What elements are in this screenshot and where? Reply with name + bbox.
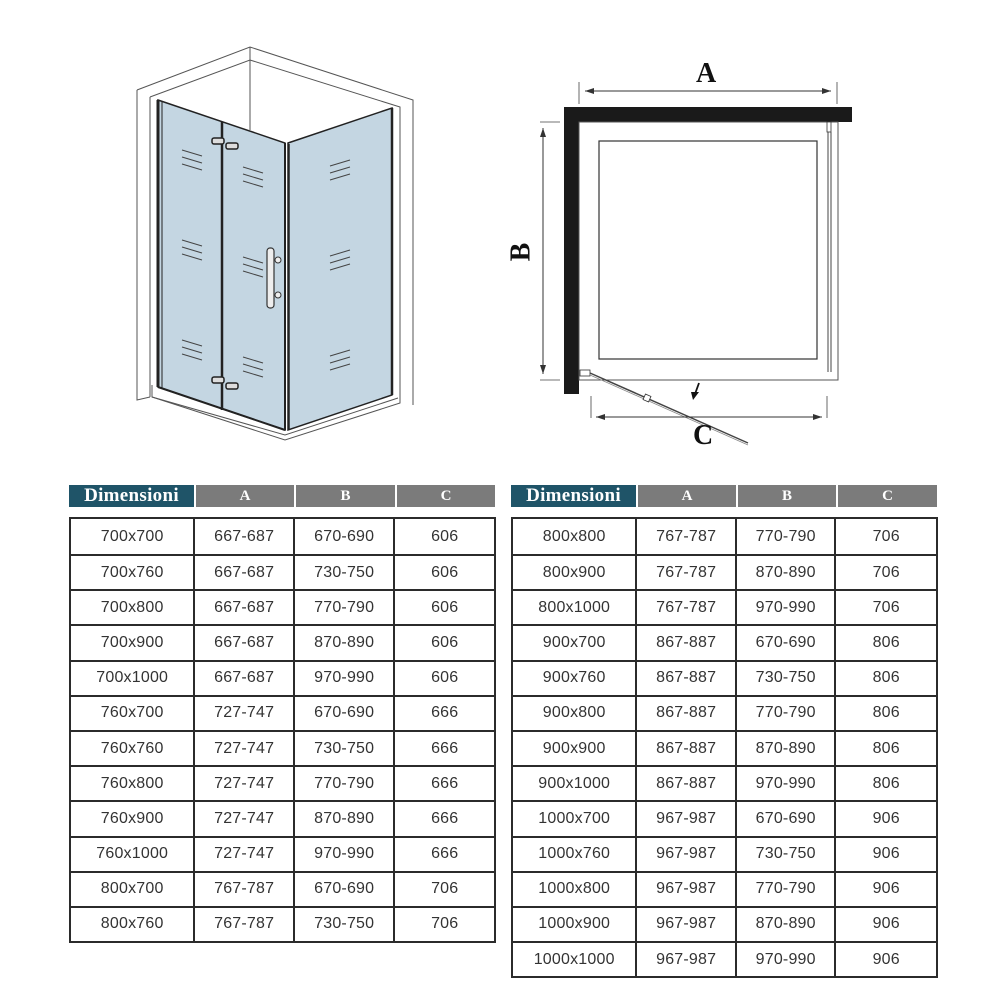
table-row (71, 836, 494, 871)
cell-b: 730-750 (735, 838, 835, 871)
cell-b: 970-990 (293, 662, 394, 695)
cell-c: 806 (834, 697, 936, 730)
table-row (71, 624, 494, 659)
cell-c: 606 (393, 662, 494, 695)
cell-dimensioni: 800x760 (100, 915, 164, 933)
cell-b: 870-890 (293, 626, 394, 659)
cell-c: 666 (393, 838, 494, 871)
cell-b: 970-990 (735, 943, 835, 976)
cell-a: 967-987 (635, 873, 735, 906)
cell-b: 730-750 (735, 662, 835, 695)
cell-c: 806 (834, 626, 936, 659)
cell-a: 667-687 (193, 662, 293, 695)
table-row (513, 765, 936, 800)
cell-dimensioni: 900x760 (542, 669, 606, 687)
cell-b: 670-690 (735, 802, 835, 835)
cell-a: 727-747 (193, 732, 293, 765)
dimension-label-b: B (505, 242, 537, 262)
table-body (69, 517, 496, 943)
cell-a: 767-787 (635, 519, 735, 554)
cell-b: 770-790 (735, 873, 835, 906)
table-row (71, 906, 494, 941)
cell-dimensioni: 700x800 (100, 598, 164, 616)
cell-b: 730-750 (293, 556, 394, 589)
cell-dimensioni: 1000x700 (538, 809, 611, 827)
cell-a: 667-687 (193, 626, 293, 659)
cell-b: 770-790 (735, 697, 835, 730)
cell-c: 806 (834, 767, 936, 800)
cell-a: 967-987 (635, 838, 735, 871)
cell-a: 867-887 (635, 626, 735, 659)
cell-a: 767-787 (193, 873, 293, 906)
cell-a: 867-887 (635, 662, 735, 695)
cell-dimensioni: 900x700 (542, 633, 606, 651)
cell-c: 706 (834, 519, 936, 554)
cell-dimensioni: 1000x760 (538, 845, 611, 863)
cell-dimensioni: 800x1000 (538, 598, 611, 616)
cell-c: 706 (393, 908, 494, 941)
cell-b: 730-750 (293, 908, 394, 941)
cell-b: 970-990 (293, 838, 394, 871)
cell-c: 906 (834, 802, 936, 835)
cell-dimensioni: 760x800 (100, 774, 164, 792)
cell-dimensioni: 1000x900 (538, 915, 611, 933)
cell-dimensioni: 760x760 (100, 739, 164, 757)
cell-dimensioni: 1000x800 (538, 880, 611, 898)
cell-c: 666 (393, 697, 494, 730)
cell-a: 667-687 (193, 519, 293, 554)
cell-a: 727-747 (193, 697, 293, 730)
table-row (513, 695, 936, 730)
header-a: A (194, 485, 294, 507)
table-row (71, 554, 494, 589)
cell-a: 767-787 (635, 591, 735, 624)
cell-b: 670-690 (293, 697, 394, 730)
cell-c: 906 (834, 873, 936, 906)
cell-dimensioni: 760x1000 (96, 845, 169, 863)
cell-b: 670-690 (293, 873, 394, 906)
cell-dimensioni: 700x900 (100, 633, 164, 651)
header-dimensioni: Dimensioni (69, 485, 194, 507)
table-body (511, 517, 938, 978)
table-row (513, 941, 936, 976)
table-row (71, 695, 494, 730)
cell-dimensioni: 800x900 (542, 563, 606, 581)
dimension-label-c: C (693, 420, 714, 451)
cell-b: 730-750 (293, 732, 394, 765)
cell-dimensioni: 900x800 (542, 704, 606, 722)
cell-a: 867-887 (635, 732, 735, 765)
cell-dimensioni: 1000x1000 (533, 950, 615, 968)
cell-dimensioni: 800x800 (542, 527, 606, 545)
cell-dimensioni: 700x700 (100, 527, 164, 545)
table-row (513, 554, 936, 589)
cell-c: 606 (393, 519, 494, 554)
cell-a: 967-987 (635, 908, 735, 941)
cell-a: 767-787 (193, 908, 293, 941)
cell-b: 870-890 (735, 732, 835, 765)
table-row (71, 871, 494, 906)
cell-b: 770-790 (293, 767, 394, 800)
table-row (71, 730, 494, 765)
cell-c: 606 (393, 591, 494, 624)
cell-b: 870-890 (293, 802, 394, 835)
cell-c: 666 (393, 802, 494, 835)
cell-b: 770-790 (735, 519, 835, 554)
cell-a: 967-987 (635, 802, 735, 835)
table-row (71, 589, 494, 624)
table-row (71, 660, 494, 695)
cell-dimensioni: 700x1000 (96, 669, 169, 687)
header-c: C (395, 485, 495, 507)
cell-dimensioni: 760x900 (100, 809, 164, 827)
cell-c: 906 (834, 838, 936, 871)
header-dimensioni: Dimensioni (511, 485, 636, 507)
table-header (511, 485, 937, 507)
table-header (69, 485, 495, 507)
cell-b: 870-890 (735, 908, 835, 941)
cell-dimensioni: 700x760 (100, 563, 164, 581)
cell-a: 727-747 (193, 767, 293, 800)
table-row (71, 800, 494, 835)
cell-b: 970-990 (735, 591, 835, 624)
table-row (513, 906, 936, 941)
cell-dimensioni: 800x700 (100, 880, 164, 898)
table-row (513, 589, 936, 624)
cell-c: 906 (834, 908, 936, 941)
cell-c: 706 (393, 873, 494, 906)
cell-b: 670-690 (735, 626, 835, 659)
cell-dimensioni: 900x1000 (538, 774, 611, 792)
cell-c: 666 (393, 767, 494, 800)
cell-c: 606 (393, 626, 494, 659)
cell-c: 806 (834, 732, 936, 765)
cell-dimensioni: 760x700 (100, 704, 164, 722)
cell-c: 806 (834, 662, 936, 695)
cell-a: 767-787 (635, 556, 735, 589)
table-row (513, 660, 936, 695)
table-row (513, 624, 936, 659)
cell-b: 770-790 (293, 591, 394, 624)
cell-a: 667-687 (193, 591, 293, 624)
cell-b: 870-890 (735, 556, 835, 589)
cell-c: 906 (834, 943, 936, 976)
cell-a: 727-747 (193, 802, 293, 835)
table-row (513, 800, 936, 835)
table-row (513, 519, 936, 554)
cell-c: 606 (393, 556, 494, 589)
cell-a: 867-887 (635, 767, 735, 800)
header-b: B (294, 485, 395, 507)
shower-enclosure-illustration (130, 40, 430, 450)
cell-c: 666 (393, 732, 494, 765)
dimension-label-a: A (696, 58, 717, 89)
table-row (71, 765, 494, 800)
table-row (513, 871, 936, 906)
cell-a: 727-747 (193, 838, 293, 871)
plan-view-diagram (500, 50, 880, 460)
header-a: A (636, 485, 736, 507)
table-row (71, 519, 494, 554)
cell-dimensioni: 900x900 (542, 739, 606, 757)
cell-a: 867-887 (635, 697, 735, 730)
header-c: C (836, 485, 937, 507)
cell-a: 967-987 (635, 943, 735, 976)
table-row (513, 730, 936, 765)
table-row (513, 836, 936, 871)
cell-c: 706 (834, 591, 936, 624)
cell-c: 706 (834, 556, 936, 589)
cell-b: 970-990 (735, 767, 835, 800)
header-b: B (736, 485, 836, 507)
cell-b: 670-690 (293, 519, 394, 554)
cell-a: 667-687 (193, 556, 293, 589)
